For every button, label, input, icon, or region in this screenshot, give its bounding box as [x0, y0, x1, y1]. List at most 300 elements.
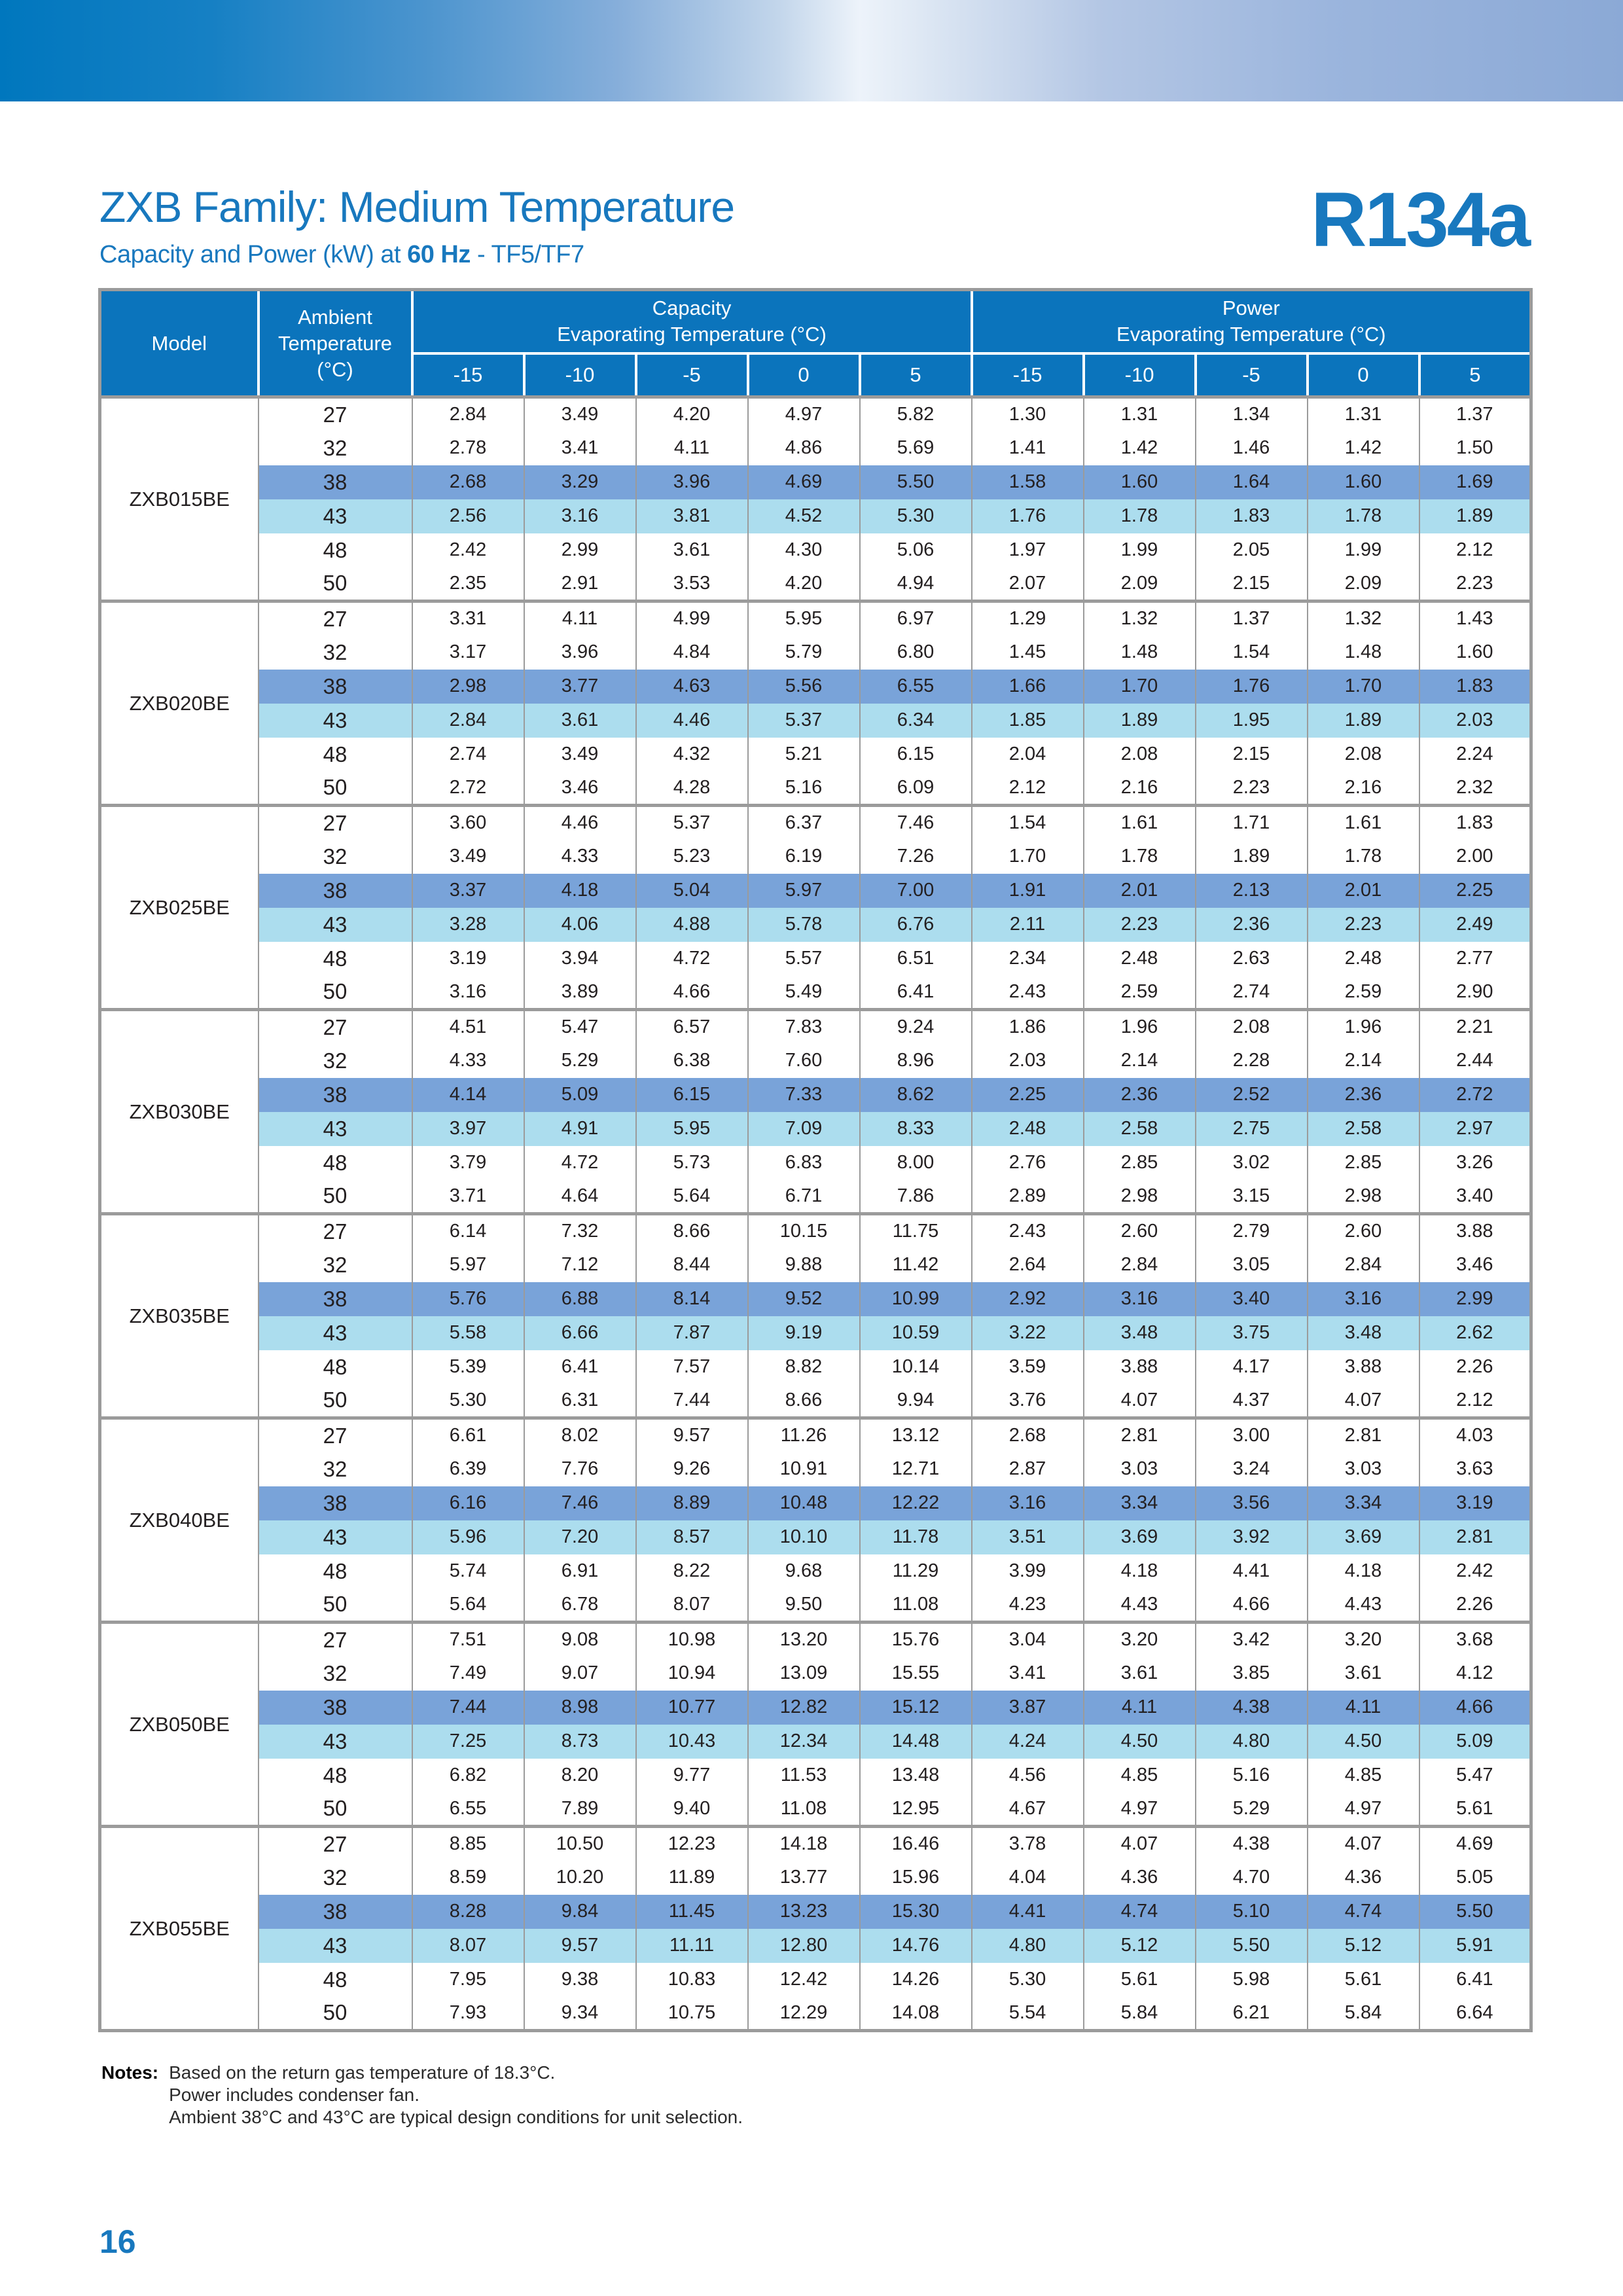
capacity-cell: 7.57: [636, 1350, 748, 1384]
capacity-cell: 7.00: [860, 874, 972, 908]
capacity-cell: 4.84: [636, 636, 748, 670]
capacity-cell: 6.55: [860, 670, 972, 704]
capacity-cell: 5.23: [636, 840, 748, 874]
capacity-cell: 9.94: [860, 1384, 972, 1418]
capacity-cell: 14.08: [860, 1997, 972, 2031]
capacity-cell: 3.16: [412, 976, 524, 1010]
ambient-cell: 50: [259, 1793, 412, 1827]
capacity-cell: 5.56: [748, 670, 860, 704]
capacity-cell: 5.37: [636, 806, 748, 840]
capacity-cell: 8.07: [636, 1588, 748, 1623]
power-cell: 5.61: [1084, 1963, 1196, 1997]
power-cell: 2.79: [1196, 1214, 1308, 1248]
power-cell: 3.99: [972, 1554, 1084, 1588]
power-cell: 4.85: [1084, 1759, 1196, 1793]
note-line: Based on the return gas temperature of 18.3°C.: [169, 2062, 556, 2083]
capacity-cell: 11.08: [860, 1588, 972, 1623]
power-cell: 1.99: [1084, 533, 1196, 567]
capacity-cell: 8.96: [860, 1044, 972, 1078]
refrigerant-badge: R134a: [1311, 177, 1529, 263]
table-row: [100, 1861, 1531, 1895]
power-cell: 2.63: [1196, 942, 1308, 976]
power-cell: 6.41: [1419, 1963, 1531, 1997]
power-cell: 2.76: [972, 1146, 1084, 1180]
power-cell: 2.08: [1084, 738, 1196, 772]
power-cell: 4.07: [1308, 1384, 1419, 1418]
power-cell: 4.43: [1308, 1588, 1419, 1623]
ambient-cell: 38: [259, 1282, 412, 1316]
capacity-cell: 8.33: [860, 1112, 972, 1146]
capacity-cell: 12.80: [748, 1929, 860, 1963]
capacity-cell: 2.35: [412, 567, 524, 601]
power-cell: 2.89: [972, 1180, 1084, 1214]
power-cell: 2.75: [1196, 1112, 1308, 1146]
capacity-cell: 9.77: [636, 1759, 748, 1793]
power-cell: 1.95: [1196, 704, 1308, 738]
capacity-cell: 4.46: [524, 806, 636, 840]
capacity-cell: 10.10: [748, 1520, 860, 1554]
capacity-cell: 6.51: [860, 942, 972, 976]
power-cell: 1.32: [1308, 601, 1419, 636]
power-cell: 4.11: [1084, 1691, 1196, 1725]
power-cell: 3.85: [1196, 1657, 1308, 1691]
ambient-cell: 27: [259, 397, 412, 431]
ambient-cell: 43: [259, 704, 412, 738]
power-cell: 3.51: [972, 1520, 1084, 1554]
power-cell: 2.28: [1196, 1044, 1308, 1078]
power-cell: 4.66: [1196, 1588, 1308, 1623]
table-row: [100, 431, 1531, 465]
power-cell: 1.91: [972, 874, 1084, 908]
capacity-cell: 12.95: [860, 1793, 972, 1827]
evap-temp-header: -15: [412, 353, 524, 397]
power-cell: 1.70: [1084, 670, 1196, 704]
power-cell: 4.69: [1419, 1827, 1531, 1861]
capacity-cell: 11.42: [860, 1248, 972, 1282]
capacity-cell: 8.59: [412, 1861, 524, 1895]
table-row: [100, 465, 1531, 499]
evap-temp-header: -5: [1196, 353, 1308, 397]
table-row: [100, 1657, 1531, 1691]
table-row: [100, 840, 1531, 874]
capacity-cell: 14.18: [748, 1827, 860, 1861]
power-cell: 3.22: [972, 1316, 1084, 1350]
table-row: [100, 1044, 1531, 1078]
capacity-cell: 12.42: [748, 1963, 860, 1997]
capacity-cell: 6.97: [860, 601, 972, 636]
power-cell: 2.34: [972, 942, 1084, 976]
power-cell: 2.85: [1084, 1146, 1196, 1180]
evap-temp-header: -10: [1084, 353, 1196, 397]
power-cell: 1.64: [1196, 465, 1308, 499]
power-cell: 2.48: [972, 1112, 1084, 1146]
power-cell: 3.03: [1308, 1452, 1419, 1486]
capacity-cell: 3.16: [524, 499, 636, 533]
power-cell: 2.92: [972, 1282, 1084, 1316]
capacity-cell: 8.22: [636, 1554, 748, 1588]
capacity-cell: 8.85: [412, 1827, 524, 1861]
table-row: [100, 976, 1531, 1010]
table-row: [100, 1146, 1531, 1180]
table-row: [100, 772, 1531, 806]
ambient-cell: 27: [259, 1827, 412, 1861]
table-row: [100, 499, 1531, 533]
power-cell: 2.16: [1308, 772, 1419, 806]
power-cell: 2.15: [1196, 738, 1308, 772]
power-cell: 4.04: [972, 1861, 1084, 1895]
power-cell: 1.42: [1308, 431, 1419, 465]
capacity-cell: 10.50: [524, 1827, 636, 1861]
table-row: [100, 1010, 1531, 1044]
capacity-cell: 13.09: [748, 1657, 860, 1691]
power-cell: 2.85: [1308, 1146, 1419, 1180]
power-cell: 4.17: [1196, 1350, 1308, 1384]
capacity-cell: 11.89: [636, 1861, 748, 1895]
ambient-cell: 48: [259, 1146, 412, 1180]
power-cell: 4.50: [1308, 1725, 1419, 1759]
capacity-cell: 2.99: [524, 533, 636, 567]
capacity-cell: 6.76: [860, 908, 972, 942]
ambient-cell: 50: [259, 1384, 412, 1418]
capacity-cell: 7.20: [524, 1520, 636, 1554]
capacity-cell: 7.33: [748, 1078, 860, 1112]
power-cell: 3.69: [1308, 1520, 1419, 1554]
power-cell: 3.34: [1308, 1486, 1419, 1520]
capacity-cell: 3.94: [524, 942, 636, 976]
power-cell: 4.80: [1196, 1725, 1308, 1759]
ambient-cell: 48: [259, 1350, 412, 1384]
power-cell: 1.37: [1196, 601, 1308, 636]
power-cell: 1.70: [972, 840, 1084, 874]
ambient-cell: 43: [259, 499, 412, 533]
capacity-cell: 7.25: [412, 1725, 524, 1759]
capacity-cell: 9.50: [748, 1588, 860, 1623]
col-header-capacity: [412, 290, 972, 353]
table-row: [100, 1588, 1531, 1623]
capacity-cell: 2.56: [412, 499, 524, 533]
capacity-cell: 4.46: [636, 704, 748, 738]
capacity-cell: 13.23: [748, 1895, 860, 1929]
capacity-cell: 4.14: [412, 1078, 524, 1112]
table-row: [100, 1316, 1531, 1350]
power-cell: 2.26: [1419, 1588, 1531, 1623]
capacity-cell: 2.84: [412, 704, 524, 738]
capacity-cell: 10.15: [748, 1214, 860, 1248]
power-cell: 1.71: [1196, 806, 1308, 840]
model-cell: ZXB035BE: [100, 1214, 259, 1418]
capacity-cell: 6.38: [636, 1044, 748, 1078]
power-cell: 1.89: [1084, 704, 1196, 738]
power-cell: 1.83: [1419, 806, 1531, 840]
capacity-cell: 9.40: [636, 1793, 748, 1827]
ambient-cell: 32: [259, 1861, 412, 1895]
power-cell: 3.63: [1419, 1452, 1531, 1486]
capacity-cell: 4.91: [524, 1112, 636, 1146]
capacity-cell: 3.79: [412, 1146, 524, 1180]
capacity-cell: 7.60: [748, 1044, 860, 1078]
power-cell: 4.23: [972, 1588, 1084, 1623]
capacity-cell: 4.11: [636, 431, 748, 465]
capacity-cell: 6.16: [412, 1486, 524, 1520]
capacity-cell: 9.57: [636, 1418, 748, 1452]
power-cell: 2.87: [972, 1452, 1084, 1486]
ambient-cell: 48: [259, 1554, 412, 1588]
table-row: [100, 806, 1531, 840]
power-cell: 4.80: [972, 1929, 1084, 1963]
power-cell: 1.83: [1196, 499, 1308, 533]
power-cell: 3.61: [1084, 1657, 1196, 1691]
capacity-cell: 8.07: [412, 1929, 524, 1963]
power-cell: 1.78: [1308, 499, 1419, 533]
power-cell: 4.07: [1084, 1384, 1196, 1418]
ambient-cell: 38: [259, 1078, 412, 1112]
power-cell: 3.61: [1308, 1657, 1419, 1691]
table-row: [100, 636, 1531, 670]
power-cell: 1.46: [1196, 431, 1308, 465]
power-cell: 2.12: [1419, 1384, 1531, 1418]
ambient-cell: 38: [259, 1895, 412, 1929]
capacity-cell: 7.46: [524, 1486, 636, 1520]
power-cell: 4.36: [1308, 1861, 1419, 1895]
capacity-cell: 4.33: [412, 1044, 524, 1078]
capacity-cell: 6.55: [412, 1793, 524, 1827]
ambient-cell: 43: [259, 908, 412, 942]
power-cell: 5.16: [1196, 1759, 1308, 1793]
power-cell: 4.97: [1084, 1793, 1196, 1827]
evap-temp-header: -10: [524, 353, 636, 397]
power-cell: 3.40: [1196, 1282, 1308, 1316]
power-cell: 1.78: [1308, 840, 1419, 874]
capacity-cell: 9.19: [748, 1316, 860, 1350]
power-cell: 2.48: [1308, 942, 1419, 976]
capacity-cell: 8.14: [636, 1282, 748, 1316]
ambient-cell: 27: [259, 601, 412, 636]
capacity-cell: 8.02: [524, 1418, 636, 1452]
power-cell: 1.54: [972, 806, 1084, 840]
capacity-cell: 10.91: [748, 1452, 860, 1486]
capacity-cell: 5.47: [524, 1010, 636, 1044]
capacity-cell: 4.97: [748, 397, 860, 431]
capacity-cell: 3.17: [412, 636, 524, 670]
ambient-line-3: (°C): [317, 357, 353, 381]
power-cell: 3.41: [972, 1657, 1084, 1691]
capacity-cell: 8.73: [524, 1725, 636, 1759]
power-cell: 1.37: [1419, 397, 1531, 431]
power-cell: 1.54: [1196, 636, 1308, 670]
capacity-cell: 5.96: [412, 1520, 524, 1554]
power-cell: 1.96: [1308, 1010, 1419, 1044]
capacity-cell: 10.48: [748, 1486, 860, 1520]
capacity-power-table: [98, 288, 1533, 2032]
table-row: [100, 567, 1531, 601]
model-cell: ZXB030BE: [100, 1010, 259, 1214]
ambient-cell: 50: [259, 1997, 412, 2031]
power-cell: 1.42: [1084, 431, 1196, 465]
capacity-cell: 5.21: [748, 738, 860, 772]
capacity-cell: 10.83: [636, 1963, 748, 1997]
capacity-cell: 10.94: [636, 1657, 748, 1691]
table-row: [100, 942, 1531, 976]
table-row: [100, 1078, 1531, 1112]
capacity-cell: 4.88: [636, 908, 748, 942]
capacity-cell: 10.77: [636, 1691, 748, 1725]
power-cell: 5.98: [1196, 1963, 1308, 1997]
ambient-cell: 32: [259, 1248, 412, 1282]
capacity-cell: 6.15: [636, 1078, 748, 1112]
subtitle-suffix: - TF5/TF7: [470, 241, 584, 268]
table-row: [100, 1350, 1531, 1384]
power-cell: 2.09: [1308, 567, 1419, 601]
power-cell: 4.43: [1084, 1588, 1196, 1623]
power-cell: 2.48: [1084, 942, 1196, 976]
ambient-cell: 43: [259, 1520, 412, 1554]
power-cell: 2.77: [1419, 942, 1531, 976]
power-cell: 5.12: [1084, 1929, 1196, 1963]
ambient-cell: 43: [259, 1725, 412, 1759]
capacity-cell: 8.89: [636, 1486, 748, 1520]
power-cell: 2.84: [1308, 1248, 1419, 1282]
table-row: [100, 1282, 1531, 1316]
capacity-cell: 6.14: [412, 1214, 524, 1248]
table-header: [100, 290, 1531, 397]
table-row: [100, 1793, 1531, 1827]
power-cell: 4.41: [1196, 1554, 1308, 1588]
capacity-cell: 10.99: [860, 1282, 972, 1316]
capacity-cell: 4.20: [748, 567, 860, 601]
power-cell: 3.16: [972, 1486, 1084, 1520]
capacity-cell: 5.06: [860, 533, 972, 567]
power-cell: 2.64: [972, 1248, 1084, 1282]
power-cell: 2.58: [1308, 1112, 1419, 1146]
capacity-cell: 6.37: [748, 806, 860, 840]
capacity-cell: 6.88: [524, 1282, 636, 1316]
capacity-cell: 13.77: [748, 1861, 860, 1895]
power-cell: 1.58: [972, 465, 1084, 499]
capacity-cell: 7.09: [748, 1112, 860, 1146]
ambient-cell: 27: [259, 806, 412, 840]
power-cell: 1.31: [1308, 397, 1419, 431]
capacity-cell: 6.66: [524, 1316, 636, 1350]
power-cell: 1.34: [1196, 397, 1308, 431]
power-cell: 2.58: [1084, 1112, 1196, 1146]
power-cell: 5.47: [1419, 1759, 1531, 1793]
power-cell: 1.43: [1419, 601, 1531, 636]
capacity-cell: 12.29: [748, 1997, 860, 2031]
power-cell: 3.92: [1196, 1520, 1308, 1554]
power-cell: 1.50: [1419, 431, 1531, 465]
capacity-cell: 4.63: [636, 670, 748, 704]
capacity-cell: 3.96: [636, 465, 748, 499]
table-row: [100, 1248, 1531, 1282]
capacity-cell: 5.82: [860, 397, 972, 431]
power-cell: 2.05: [1196, 533, 1308, 567]
power-cell: 3.88: [1084, 1350, 1196, 1384]
power-cell: 4.12: [1419, 1657, 1531, 1691]
power-cell: 4.38: [1196, 1827, 1308, 1861]
power-cell: 1.45: [972, 636, 1084, 670]
power-cell: 1.32: [1084, 601, 1196, 636]
power-cell: 2.09: [1084, 567, 1196, 601]
power-cell: 2.12: [972, 772, 1084, 806]
power-cell: 2.23: [1308, 908, 1419, 942]
power-cell: 3.68: [1419, 1623, 1531, 1657]
capacity-cell: 7.26: [860, 840, 972, 874]
capacity-cell: 6.09: [860, 772, 972, 806]
power-cell: 2.81: [1419, 1520, 1531, 1554]
capacity-cell: 9.08: [524, 1623, 636, 1657]
subtitle-prefix: Capacity and Power (kW) at: [99, 241, 408, 268]
power-cell: 2.72: [1419, 1078, 1531, 1112]
power-cell: 4.74: [1308, 1895, 1419, 1929]
power-cell: 4.11: [1308, 1691, 1419, 1725]
notes: [101, 2062, 743, 2128]
capacity-cell: 5.97: [412, 1248, 524, 1282]
power-cell: 3.48: [1308, 1316, 1419, 1350]
power-cell: 1.89: [1419, 499, 1531, 533]
ambient-cell: 50: [259, 772, 412, 806]
capacity-cell: 8.66: [636, 1214, 748, 1248]
power-cell: 1.78: [1084, 840, 1196, 874]
capacity-cell: 11.11: [636, 1929, 748, 1963]
capacity-cell: 5.57: [748, 942, 860, 976]
capacity-cell: 6.57: [636, 1010, 748, 1044]
capacity-cell: 10.75: [636, 1997, 748, 2031]
subtitle-frequency: 60 Hz: [407, 241, 471, 268]
table-row: [100, 1452, 1531, 1486]
model-cell: ZXB050BE: [100, 1623, 259, 1827]
capacity-cell: 3.81: [636, 499, 748, 533]
power-cell: 2.84: [1084, 1248, 1196, 1282]
capacity-cell: 3.46: [524, 772, 636, 806]
capacity-cell: 12.22: [860, 1486, 972, 1520]
ambient-cell: 27: [259, 1418, 412, 1452]
capacity-cell: 5.30: [860, 499, 972, 533]
power-cell: 1.60: [1419, 636, 1531, 670]
capacity-cell: 5.50: [860, 465, 972, 499]
col-header-power: [972, 290, 1531, 353]
power-cell: 2.14: [1084, 1044, 1196, 1078]
capacity-cell: 5.64: [412, 1588, 524, 1623]
ambient-cell: 27: [259, 1010, 412, 1044]
capacity-cell: 4.94: [860, 567, 972, 601]
power-cell: 3.15: [1196, 1180, 1308, 1214]
capacity-cell: 7.44: [636, 1384, 748, 1418]
capacity-cell: 5.49: [748, 976, 860, 1010]
col-header-model: Model: [100, 290, 259, 397]
notes-label: Notes:: [101, 2062, 159, 2083]
power-cell: 4.07: [1308, 1827, 1419, 1861]
table-body: [100, 397, 1531, 2031]
power-cell: 4.85: [1308, 1759, 1419, 1793]
capacity-cell: 4.72: [524, 1146, 636, 1180]
capacity-cell: 4.18: [524, 874, 636, 908]
power-cell: 5.29: [1196, 1793, 1308, 1827]
capacity-cell: 2.98: [412, 670, 524, 704]
power-cell: 3.20: [1084, 1623, 1196, 1657]
power-cell: 1.76: [972, 499, 1084, 533]
capacity-cell: 9.84: [524, 1895, 636, 1929]
capacity-cell: 11.45: [636, 1895, 748, 1929]
ambient-cell: 50: [259, 1180, 412, 1214]
power-cell: 4.36: [1084, 1861, 1196, 1895]
power-cell: 2.60: [1308, 1214, 1419, 1248]
table-row: [100, 1180, 1531, 1214]
capacity-cell: 15.12: [860, 1691, 972, 1725]
ambient-cell: 32: [259, 431, 412, 465]
ambient-cell: 38: [259, 1691, 412, 1725]
capacity-cell: 4.33: [524, 840, 636, 874]
capacity-cell: 7.46: [860, 806, 972, 840]
